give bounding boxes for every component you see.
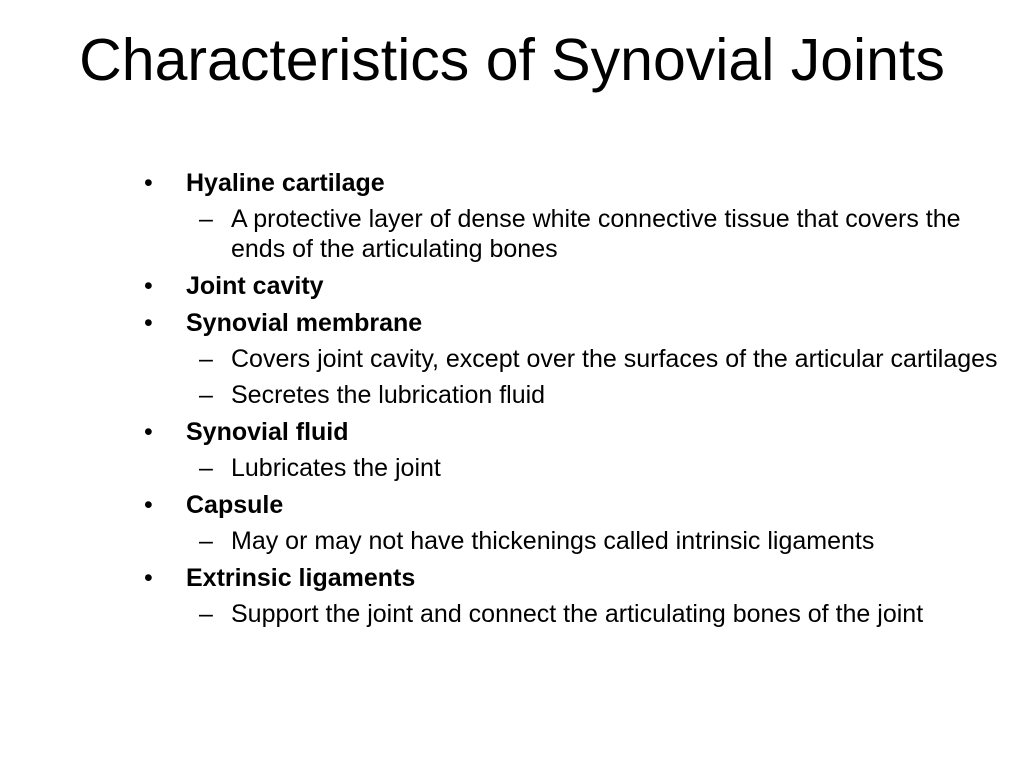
bullet-label: Capsule bbox=[186, 491, 284, 519]
bullet-item-synovial-membrane bbox=[140, 308, 1000, 410]
sub-marker: – bbox=[199, 345, 213, 373]
bullet-label: Hyaline cartilage bbox=[186, 169, 385, 197]
sub-item-text: Covers joint cavity, except over the surfaces of the articular cartilages bbox=[231, 345, 998, 373]
sub-list bbox=[186, 526, 1000, 556]
sub-marker: – bbox=[199, 205, 213, 233]
bullet-marker: • bbox=[144, 564, 153, 592]
bullet-marker: • bbox=[144, 272, 153, 300]
bullet-label: Synovial fluid bbox=[186, 418, 349, 446]
bullet-marker: • bbox=[144, 418, 153, 446]
sub-item-text: Secretes the lubrication fluid bbox=[231, 381, 546, 409]
bullet-marker: • bbox=[144, 309, 153, 337]
sub-item-text: Lubricates the joint bbox=[231, 454, 441, 482]
sub-item-text: Support the joint and connect the articulating bones of the joint bbox=[231, 600, 924, 628]
sub-item bbox=[140, 204, 1000, 264]
sub-list bbox=[186, 453, 1000, 483]
bullet-item-synovial-fluid bbox=[140, 417, 1000, 483]
sub-list bbox=[186, 204, 1000, 264]
sub-marker: – bbox=[199, 600, 213, 628]
bullet-label: Joint cavity bbox=[186, 272, 324, 300]
bullet-item-capsule bbox=[140, 490, 1000, 556]
sub-marker: – bbox=[199, 527, 213, 555]
sub-item-text: May or may not have thickenings called intrinsic ligaments bbox=[231, 527, 875, 555]
sub-item bbox=[140, 526, 1000, 556]
sub-item bbox=[140, 453, 1000, 483]
slide-title: Characteristics of Synovial Joints bbox=[79, 27, 945, 93]
bullet-label: Synovial membrane bbox=[186, 309, 423, 337]
sub-marker: – bbox=[199, 381, 213, 409]
bullet-item-hyaline-cartilage bbox=[140, 168, 1000, 264]
sub-item-text: A protective layer of dense white connective tissue that covers the ends of the articulating bones bbox=[231, 205, 961, 263]
sub-marker: – bbox=[199, 454, 213, 482]
sub-item bbox=[140, 344, 1000, 374]
bullet-marker: • bbox=[144, 169, 153, 197]
bullet-item-extrinsic-ligaments bbox=[140, 563, 1000, 629]
bullet-item-joint-cavity bbox=[140, 271, 1000, 301]
sub-item bbox=[140, 599, 1000, 629]
bullet-list bbox=[140, 166, 1000, 629]
bullet-label: Extrinsic ligaments bbox=[186, 564, 416, 592]
sub-item bbox=[140, 380, 1000, 410]
sub-list bbox=[186, 344, 1000, 410]
sub-list bbox=[186, 599, 1000, 629]
bullet-marker: • bbox=[144, 491, 153, 519]
